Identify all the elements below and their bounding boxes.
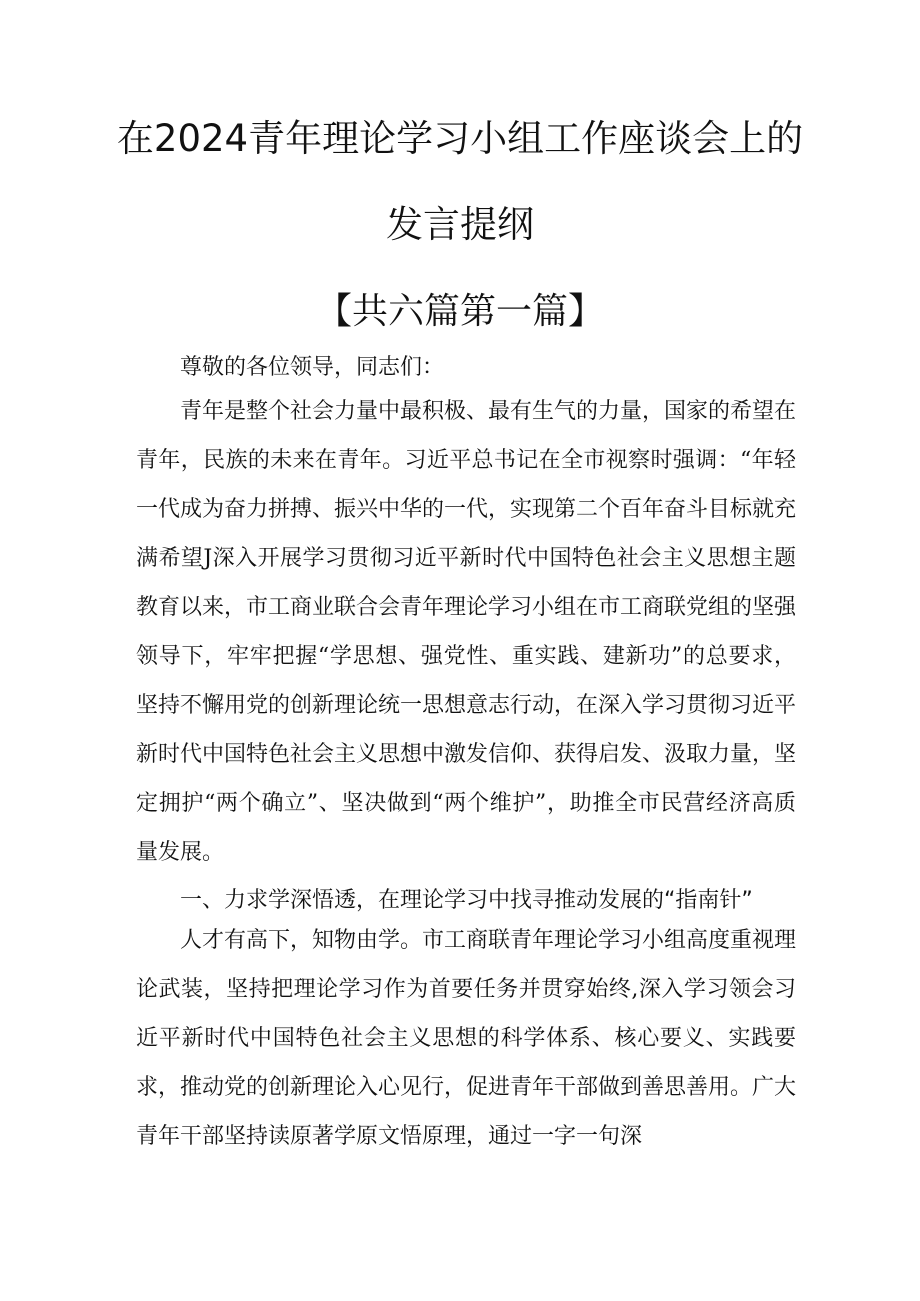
section-heading-1: 一、力求学深悟透，在理论学习中找寻推动发展的“指南针” xyxy=(180,888,753,913)
paragraph-section-1: 人才有高下，知物由学。市工商联青年理论学习小组高度重视理论武装，坚持把理论学习作为首要任务并贯穿始终,深入学习领会习近平新时代中国特色社会主义思想的科学体系、核心要义、实践要求，推动党的创新理论入心见行，促进青年干部做到善思善用。广大青年干部坚持读原著学原文悟原理，通过一字一句深 xyxy=(136,928,796,1149)
document-title-line-2: 发言提纲 xyxy=(386,203,534,246)
salutation: 尊敬的各位领导，同志们： xyxy=(180,355,445,380)
paragraph-intro: 青年是整个社会力量中最积极、最有生气的力量，国家的希望在青年，民族的未来在青年。习近平总书记在全市视察时强调：“年轻一代成为奋力拼搏、振兴中华的一代，实现第二个百年奋斗目标就充满希望J深入开展学习贯彻习近平新时代中国特色社会主义思想主题教育以来，市工商业联合会青年理论学习小组在市工商联党组的坚强领导下，牢牢把握“学思想、强党性、重实践、建新功”的总要求，坚持不懈用党的创新理论统一思想意志行动，在深入学习贯彻习近平新时代中国特色社会主义思想中激发信仰、获得启发、汲取力量，坚定拥护“两个确立”、坚决做到“两个维护”，助推全市民营经济高质量发展。 xyxy=(136,399,797,865)
document-subtitle: 【共六篇第一篇】 xyxy=(315,291,604,332)
document-title-line-1: 在2024青年理论学习小组工作座谈会上的 xyxy=(116,117,804,160)
